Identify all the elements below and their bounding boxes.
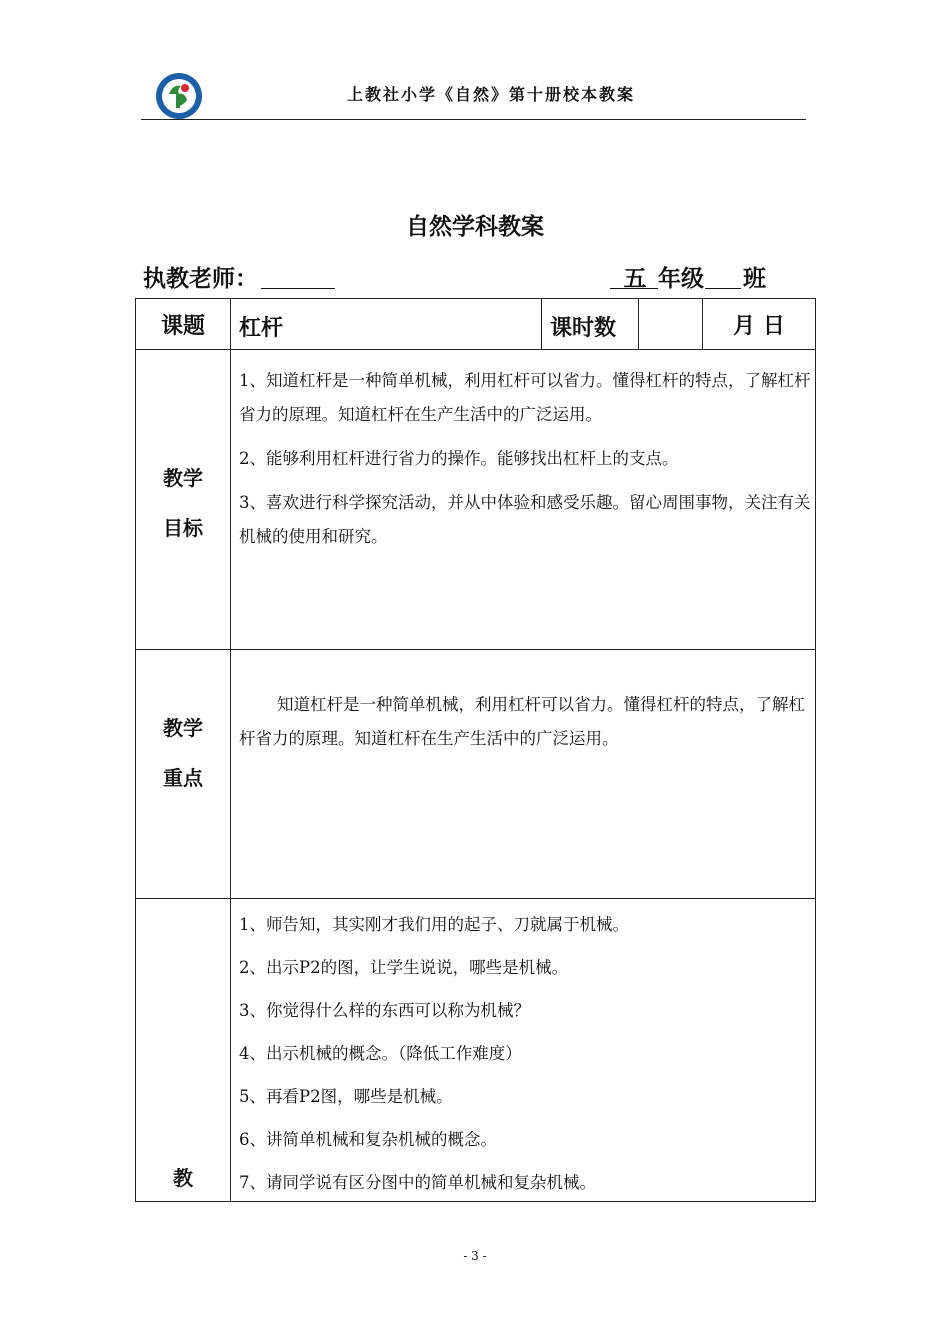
page-number: - 3 - xyxy=(463,1249,487,1263)
process-item: 4、出示机械的概念。（降低工作难度） xyxy=(239,1044,522,1063)
process-item: 7、请同学说有区分图中的简单机械和复杂机械。 xyxy=(239,1173,596,1192)
date-cell xyxy=(702,298,816,350)
goal-item: 1、知道杠杆是一种简单机械，利用杠杆可以省力。懂得杠杆的特点，了解杠杆省力的原理。知道杠杆在生产生活中的广泛运用。 xyxy=(239,371,811,424)
teacher-label: 执教老师： xyxy=(143,266,258,292)
goals-label-cell xyxy=(135,349,231,650)
goal-item: 3、喜欢进行科学探究活动，并从中体验和感受乐趣。留心周围事物，关注有关机械的使用和研究。 xyxy=(239,493,811,546)
process-item: 3、你觉得什么样的东西可以称为机械？ xyxy=(239,1001,530,1020)
topic-value: 杠杆 xyxy=(239,316,284,341)
hours-label-cell xyxy=(541,298,639,350)
grade-number-underline xyxy=(610,288,658,289)
focus-label-line1: 教学 xyxy=(163,716,203,740)
goals-label-line1: 教学 xyxy=(163,466,203,490)
focus-label-line2: 重点 xyxy=(163,766,203,790)
goals-list xyxy=(239,364,814,564)
process-item: 6、讲简单机械和复杂机械的概念。 xyxy=(239,1130,497,1149)
grade-label: 年级 xyxy=(658,266,704,292)
teacher-name-blank xyxy=(261,288,335,289)
hours-label: 课时数 xyxy=(550,316,617,341)
teacher-grade-row xyxy=(143,258,823,294)
page-header xyxy=(141,68,806,122)
class-number-blank xyxy=(705,288,741,289)
class-label: 班 xyxy=(743,266,766,292)
document-title: 自然学科教案 xyxy=(406,214,544,240)
focus-text: 知道杠杆是一种简单机械，利用杠杆可以省力。懂得杠杆的特点，了解杠杆省力的原理。知道杠杆在生产生活中的广泛运用。 xyxy=(239,695,805,748)
school-logo xyxy=(155,72,203,120)
process-item: 1、师告知，其实刚才我们用的起子、刀就属于机械。 xyxy=(239,915,629,934)
topic-value-cell xyxy=(230,298,542,350)
date-label: 月 日 xyxy=(733,313,785,339)
focus-content-cell xyxy=(230,649,816,899)
process-content-cell xyxy=(230,898,816,1202)
topic-label: 课题 xyxy=(160,313,205,339)
process-item: 2、出示P2的图，让学生说说，哪些是机械。 xyxy=(239,958,569,977)
process-item: 5、再看P2图，哪些是机械。 xyxy=(239,1087,453,1106)
hours-value-cell xyxy=(638,298,703,350)
header-rule xyxy=(141,119,806,120)
process-label-cell xyxy=(135,898,231,1202)
goal-item: 2、能够利用杠杆进行省力的操作。能够找出杠杆上的支点。 xyxy=(239,449,679,468)
focus-label-cell xyxy=(135,649,231,899)
topic-label-cell xyxy=(135,298,231,350)
grade-number: 五 xyxy=(623,266,647,292)
goals-content-cell xyxy=(230,349,816,650)
header-title: 上教社小学《自然》第十册校本教案 xyxy=(346,85,635,104)
process-label: 教 xyxy=(173,1166,193,1190)
goals-label-line2: 目标 xyxy=(163,516,203,540)
